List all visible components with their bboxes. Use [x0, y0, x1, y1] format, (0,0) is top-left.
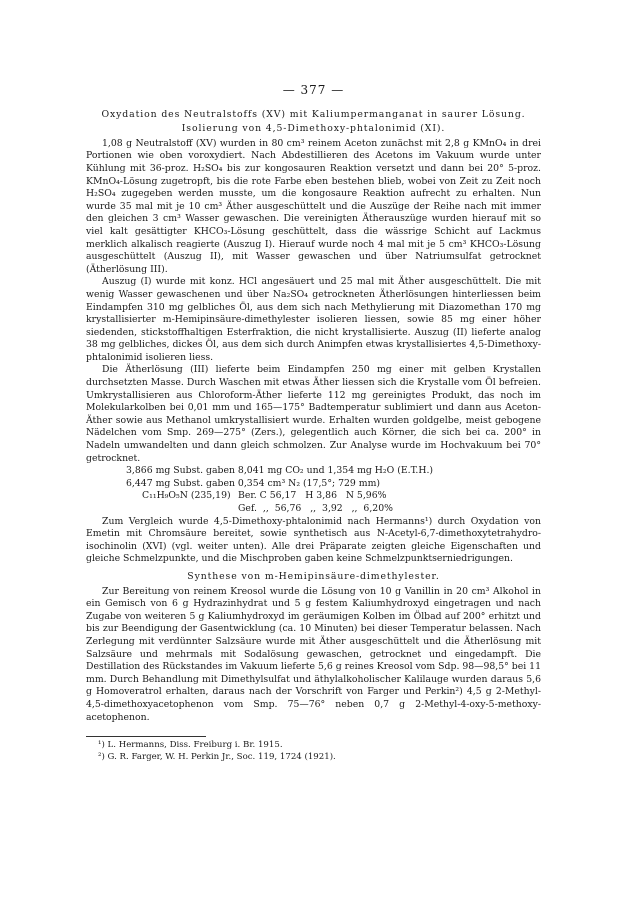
analysis-line-1: 3,866 mg Subst. gaben 8,041 mg CO₂ und 1,354 mg H₂O (E.T.H.) — [126, 465, 434, 477]
analysis-line-2: 6,447 mg Subst. gaben 0,354 cm³ N₂ (17,5°; 729 mm) — [126, 477, 381, 489]
body-paragraph-1: 1,08 g Neutralstoff (XV) wurden in 80 cm³ reinem Aceton zunächst mit 2,8 g KMnO₄ in drei Portionen wie oben voroxydiert. Nach Abdestillieren des Acetons im Vakuum wurde unter Kühlung mit 36-proz. H₂SO₄ bis zur kongosauren Reaktion versetzt und dann bei 20° 5-proz. KMnO₄-Lösung zugetropft, bis die rote Farbe eben bestehen blieb, wobei von Zeit zu Zeit noch H₂SO₄ zugegeben werden musste, um die kongosaure Reaktion aufrecht zu erhalten. Nun wurde 35 mal mit je 10 cm³ Äther ausgeschüttelt und die Auszüge der Reihe nach mit immer den gleichen 3 cm³ Wasser gewaschen. Die vereinigten Ätherauszüge wurden hierauf mit so viel kalt gesättigter KHCO₃-Lösung geschüttelt, dass die wässrige Schicht auf Lackmus merklich alkalisch reagierte (Auszug I). Hierauf wurde noch 4 mal mit je 5 cm³ KHCO₃-Lösung ausgeschüttelt (Auszug II), mit Wasser gewaschen und über Natriumsulfat getrocknet (Ätherlösung III). — [86, 137, 541, 275]
found-values: Gef. ,, 56,76 ,, 3,92 ,, 6,20% — [238, 503, 393, 514]
section-heading-line1: Oxydation des Neutralstoffs (XV) mit Kaliumpermanganat in saurer Lösung. — [101, 108, 526, 120]
body-paragraph-5: Zur Bereitung von reinem Kreosol wurde die Lösung von 10 g Vanillin in 20 cm³ Alkohol in ein Gemisch von 6 g Hydrazinhydrat und 5 g festem Kaliumhydroxyd eingetragen und nach Zugabe von weiteren 5 g Kaliumhydroxyd im geräumigen Kolben im Ölbad auf 200° erhitzt und bis zur Beendigung der Gasentwicklung (ca. 10 Minuten) bei dieser Temperatur belassen. Nach Zerlegung mit verdünnter Salzsäure wurde mit Äther ausgeschüttelt und die Ätherlösung mit Salzsäure und mehrmals mit Sodalösung gewaschen, getrocknet und eingedampft. Die Destillation des Rückstandes im Vakuum lieferte 5,6 g reines Kreosol vom Sdp. 98—98,5° bei 11 mm. Durch Behandlung mit Dimethylsulfat und äthylalkoholischer Kalilauge wurden daraus 5,6 g Homoveratrol erhalten, daraus nach der Vorschrift von Farger und Perkin²) 4,5 g 2-Methyl-4,5-dimethoxyacetophenon vom Smp. 75—76° neben 0,7 g 2-Methyl-4-oxy-5-methoxy-acetophenon. — [86, 585, 541, 723]
footnote-1: ¹) L. Hermanns, Diss. Freiburg i. Br. 1915. — [98, 740, 283, 751]
footnote-divider — [86, 736, 206, 737]
analysis-calculated — [86, 490, 541, 503]
section-2-title: Synthese von m-Hemipinsäure-dimethylester. — [187, 570, 440, 582]
elemental-analysis — [86, 465, 541, 515]
body-paragraph-4: Zum Vergleich wurde 4,5-Dimethoxy-phtalonimid nach Hermanns¹) durch Oxydation von Emetin mit Chromsäure bereitet, sowie synthetisch aus N-Acetyl-6,7-dimethoxytetrahydro-isochinolin (XVI) (vgl. weiter unten). Alle drei Präparate zeigten gleiche Eigenschaften und gleiche Schmelzpunkte, und die Mischproben gaben keine Schmelzpunktserniedrigungen. — [86, 515, 541, 565]
analysis-found — [86, 503, 541, 516]
body-paragraph-2: Auszug (I) wurde mit konz. HCl angesäuert und 25 mal mit Äther ausgeschüttelt. Die mit wenig Wasser gewaschenen und über Na₂SO₄ getrockneten Ätherlösungen hinterliessen beim Eindampfen 310 mg gelbliches Öl, aus dem sich nach Methylierung mit Diazomethan 170 mg krystallisierter m-Hemipinsäure-dimethylester isolieren liessen, sowie 85 mg einer höher siedenden, stickstoffhaltigen Esterfraktion, die nicht krystallisierte. Auszug (II) lieferte analog 38 mg gelbliches, dickes Öl, aus dem sich durch Animpfen etwas krystallisiertes 4,5-Dimethoxy-phtalonimid isolieren liess. — [86, 276, 541, 363]
body-paragraph-3: Die Ätherlösung (III) lieferte beim Eindampfen 250 mg einer mit gelben Krystallen durchsetzten Masse. Durch Waschen mit etwas Äther liessen sich die Krystalle vom Öl befreien. Umkrystallisieren aus Chloroform-Äther lieferte 112 mg gereinigtes Produkt, das noch im Molekularkolben bei 0,01 mm und 165—175° Badtemperatur sublimiert und dann aus Aceton-Äther sowie aus Methanol umkrystallisiert wurde. Erhalten wurden goldgelbe, meist gebogene Nädelchen vom Smp. 269—275° (Zers.), gelegentlich auch Körner, die sich bei ca. 200° in Nadeln umwandelten und dann gleich schmolzen. Zur Analyse wurde im Hochvakuum bei 70° getrocknet. — [86, 364, 541, 464]
section-heading-line2: Isolierung von 4,5-Dimethoxy-phtalonimid (XI). — [181, 123, 446, 135]
found-spacer — [142, 503, 238, 516]
page — [86, 84, 541, 763]
molecular-formula: C₁₁H₉O₅N (235,19) — [142, 490, 231, 502]
page-number: — 377 — — [282, 83, 345, 97]
footnote-2: ²) G. R. Farger, W. H. Perkin Jr., Soc. 119, 1724 (1921). — [98, 751, 336, 762]
calculated-values: Ber. C 56,17 H 3,86 N 5,96% — [238, 490, 387, 502]
